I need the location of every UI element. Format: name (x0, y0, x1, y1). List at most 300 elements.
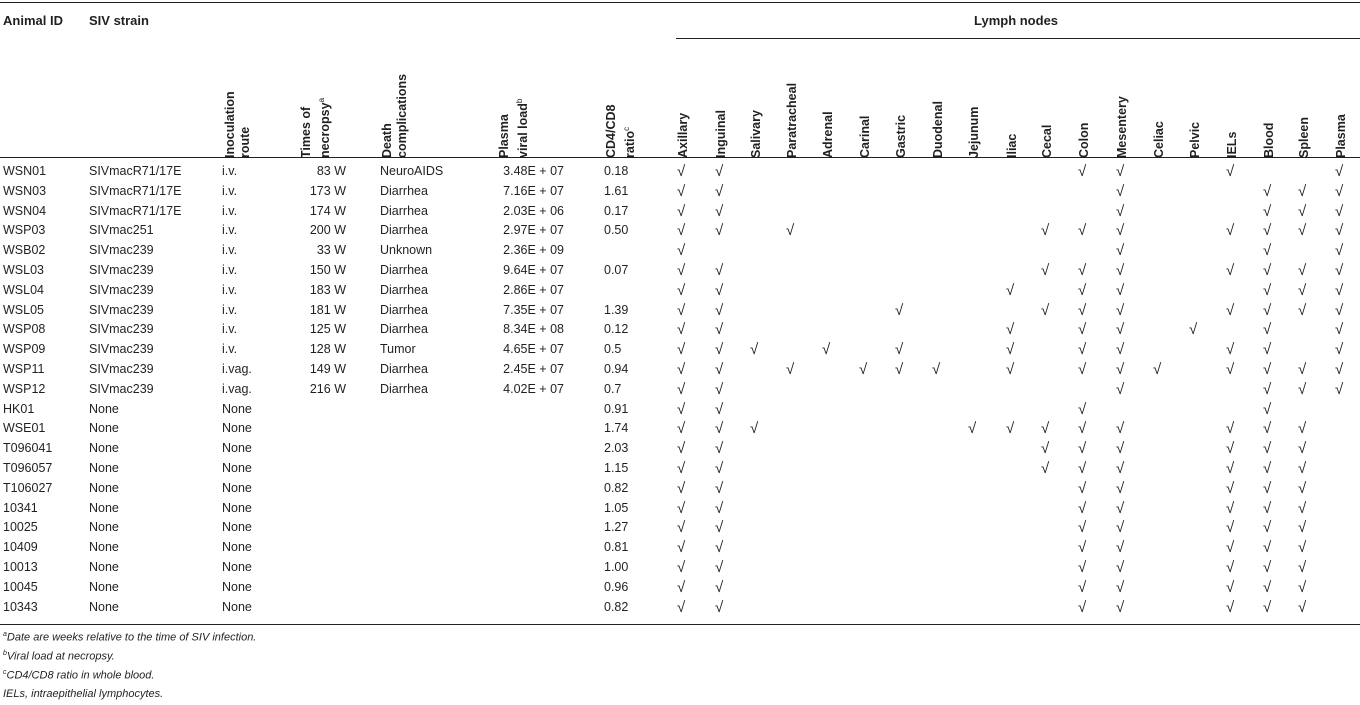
check-mark-iels: √ (1226, 499, 1235, 517)
table-row (0, 281, 1360, 301)
check-mark-blood: √ (1263, 539, 1272, 557)
cell-viral-load: 7.35E + 07 (503, 302, 564, 317)
cell-siv-strain: SIVmac251 (89, 223, 154, 238)
check-mark-spleen: √ (1298, 519, 1307, 537)
cell-route: i.v. (222, 302, 238, 317)
cell-death: Diarrhea (380, 381, 428, 396)
check-mark-spleen: √ (1298, 182, 1307, 200)
check-mark-mesentery: √ (1116, 519, 1125, 537)
cell-ratio: 0.5 (604, 342, 622, 357)
check-mark-blood: √ (1263, 182, 1272, 200)
cell-necropsy-time: 33 W (316, 243, 346, 258)
cell-ratio: 0.81 (604, 540, 629, 555)
cell-route: None (222, 480, 252, 495)
check-mark-plasma: √ (1335, 242, 1344, 260)
header-lymph-nodes: Lymph nodes (974, 13, 1059, 28)
cell-necropsy-time: 128 W (309, 342, 346, 357)
cell-viral-load: 4.02E + 07 (503, 381, 564, 396)
header-tissue-axillary: Axillary (676, 112, 690, 158)
cell-ratio: 0.18 (604, 164, 629, 178)
check-mark-inguinal: √ (715, 281, 724, 299)
check-mark-colon: √ (1078, 400, 1087, 418)
cell-death: Diarrhea (380, 322, 428, 337)
check-mark-iliac: √ (1006, 281, 1015, 299)
check-mark-colon: √ (1078, 222, 1087, 240)
table-top-rule (0, 2, 1360, 3)
check-mark-axillary: √ (677, 262, 686, 279)
check-mark-axillary: √ (677, 578, 686, 596)
check-mark-blood: √ (1263, 559, 1272, 576)
check-mark-iels: √ (1226, 222, 1235, 240)
check-mark-spleen: √ (1298, 420, 1307, 438)
table-row (0, 578, 1360, 598)
check-mark-colon: √ (1078, 361, 1087, 378)
cell-animal-id: WSL04 (3, 282, 44, 297)
table-row (0, 261, 1360, 281)
check-mark-paratracheal: √ (786, 361, 795, 378)
check-mark-cecal: √ (1041, 460, 1050, 477)
table-row (0, 162, 1360, 182)
check-mark-plasma: √ (1335, 182, 1344, 200)
cell-animal-id: 10343 (3, 599, 38, 614)
check-mark-blood: √ (1263, 578, 1272, 596)
check-mark-axillary: √ (677, 361, 686, 378)
check-mark-plasma: √ (1335, 262, 1344, 279)
footnote: $^a$Date are weeks relative to the time of SIV infection. (3, 631, 257, 644)
cell-animal-id: WSP09 (3, 342, 46, 357)
check-mark-iels: √ (1226, 361, 1235, 378)
cell-siv-strain: None (89, 579, 119, 594)
check-mark-colon: √ (1078, 262, 1087, 279)
check-mark-iels: √ (1226, 301, 1235, 319)
check-mark-cecal: √ (1041, 262, 1050, 279)
header-tissue-salivary: Salivary (749, 110, 763, 158)
cell-animal-id: 10341 (3, 500, 38, 515)
check-mark-spleen: √ (1298, 361, 1307, 378)
cell-route: i.v. (222, 183, 238, 198)
check-mark-iliac: √ (1006, 341, 1015, 359)
check-mark-inguinal: √ (715, 499, 724, 517)
check-mark-colon: √ (1078, 440, 1087, 458)
check-mark-adrenal: √ (822, 341, 831, 359)
header-tissue-colon: Colon (1077, 122, 1091, 158)
check-mark-plasma: √ (1335, 380, 1344, 398)
cell-death: Tumor (380, 342, 416, 357)
check-mark-inguinal: √ (715, 380, 724, 398)
check-mark-plasma: √ (1335, 361, 1344, 378)
cell-siv-strain: None (89, 599, 119, 614)
header-siv-strain: SIV strain (89, 13, 149, 28)
cell-viral-load: 2.36E + 09 (503, 243, 564, 258)
cell-animal-id: 10409 (3, 540, 38, 555)
cell-necropsy-time: 216 W (309, 381, 346, 396)
check-mark-iels: √ (1226, 341, 1235, 359)
check-mark-axillary: √ (677, 440, 686, 458)
table-row (0, 340, 1360, 360)
header-plasma-viral-load: Plasma viral load$^b$ (497, 98, 531, 158)
check-mark-spleen: √ (1298, 499, 1307, 517)
check-mark-inguinal: √ (715, 519, 724, 537)
check-mark-inguinal: √ (715, 539, 724, 557)
cell-animal-id: WSN03 (3, 183, 47, 198)
cell-viral-load: 2.97E + 07 (503, 223, 564, 238)
check-mark-blood: √ (1263, 321, 1272, 339)
check-mark-axillary: √ (677, 202, 686, 220)
check-mark-axillary: √ (677, 301, 686, 319)
check-mark-iels: √ (1226, 163, 1235, 180)
check-mark-iels: √ (1226, 460, 1235, 477)
check-mark-iels: √ (1226, 262, 1235, 279)
check-mark-inguinal: √ (715, 598, 724, 616)
cell-siv-strain: None (89, 560, 119, 574)
check-mark-blood: √ (1263, 222, 1272, 240)
table-bottom-rule (0, 624, 1360, 625)
check-mark-inguinal: √ (715, 460, 724, 477)
footnote: IELs, intraepithelial lymphocytes. (3, 688, 164, 700)
header-tissue-iels: IELs (1225, 131, 1239, 158)
check-mark-mesentery: √ (1116, 202, 1125, 220)
table-row (0, 459, 1360, 479)
check-mark-blood: √ (1263, 440, 1272, 458)
check-mark-inguinal: √ (715, 440, 724, 458)
cell-route: i.v. (222, 263, 238, 277)
table-row (0, 499, 1360, 519)
check-mark-iels: √ (1226, 420, 1235, 438)
cell-ratio: 1.39 (604, 302, 629, 317)
header-tissue-jejunum: Jejunum (967, 106, 981, 158)
cell-animal-id: WSN04 (3, 203, 47, 218)
header-tissue-celiac: Celiac (1152, 121, 1166, 158)
check-mark-colon: √ (1078, 281, 1087, 299)
check-mark-iels: √ (1226, 559, 1235, 576)
header-tissue-adrenal: Adrenal (821, 111, 835, 158)
check-mark-mesentery: √ (1116, 598, 1125, 616)
check-mark-colon: √ (1078, 163, 1087, 180)
cell-death: Diarrhea (380, 282, 428, 297)
check-mark-axillary: √ (677, 519, 686, 537)
cell-death: Diarrhea (380, 223, 428, 238)
header-death-complications: Death complications (380, 73, 409, 158)
cell-animal-id: 10025 (3, 520, 38, 535)
check-mark-gastric: √ (895, 341, 904, 359)
cell-route: i.v. (222, 223, 238, 238)
check-mark-inguinal: √ (715, 301, 724, 319)
cell-route: None (222, 421, 252, 436)
header-tissue-iliac: Iliac (1005, 133, 1019, 158)
check-mark-iels: √ (1226, 519, 1235, 537)
check-mark-spleen: √ (1298, 578, 1307, 596)
cell-ratio: 0.50 (604, 223, 629, 238)
table-row (0, 518, 1360, 538)
header-cd4-cd8-ratio: CD4/CD8 ratio$^c$ (604, 104, 638, 158)
check-mark-mesentery: √ (1116, 301, 1125, 319)
cell-animal-id: HK01 (3, 401, 35, 416)
check-mark-mesentery: √ (1116, 281, 1125, 299)
check-mark-inguinal: √ (715, 182, 724, 200)
check-mark-axillary: √ (677, 222, 686, 240)
cell-ratio: 1.61 (604, 183, 629, 198)
check-mark-plasma: √ (1335, 281, 1344, 299)
cell-animal-id: WSP03 (3, 223, 46, 238)
check-mark-blood: √ (1263, 202, 1272, 220)
cell-necropsy-time: 149 W (309, 362, 346, 376)
table-row (0, 360, 1360, 380)
cell-necropsy-time: 173 W (309, 183, 346, 198)
cell-death: Diarrhea (380, 362, 428, 376)
cell-viral-load: 8.34E + 08 (503, 322, 564, 337)
cell-route: None (222, 599, 252, 614)
header-animal-id: Animal ID (3, 13, 63, 28)
check-mark-colon: √ (1078, 420, 1087, 438)
cell-necropsy-time: 125 W (309, 322, 346, 337)
check-mark-inguinal: √ (715, 163, 724, 180)
cell-animal-id: WSN01 (3, 164, 47, 178)
check-mark-iliac: √ (1006, 361, 1015, 378)
cell-viral-load: 3.48E + 07 (503, 164, 564, 178)
check-mark-colon: √ (1078, 479, 1087, 497)
check-mark-mesentery: √ (1116, 380, 1125, 398)
check-mark-duodenal: √ (932, 361, 941, 378)
cell-ratio: 1.74 (604, 421, 629, 436)
cell-viral-load: 2.03E + 06 (503, 203, 564, 218)
check-mark-inguinal: √ (715, 361, 724, 378)
cell-death: Diarrhea (380, 263, 428, 277)
cell-ratio: 1.27 (604, 520, 629, 535)
cell-siv-strain: None (89, 480, 119, 495)
check-mark-cecal: √ (1041, 440, 1050, 458)
check-mark-axillary: √ (677, 539, 686, 557)
check-mark-cecal: √ (1041, 301, 1050, 319)
check-mark-blood: √ (1263, 281, 1272, 299)
check-mark-paratracheal: √ (786, 222, 795, 240)
check-mark-axillary: √ (677, 499, 686, 517)
check-mark-jejunum: √ (968, 420, 977, 438)
cell-ratio: 1.05 (604, 500, 629, 515)
table-row (0, 400, 1360, 420)
check-mark-mesentery: √ (1116, 479, 1125, 497)
check-mark-spleen: √ (1298, 281, 1307, 299)
cell-ratio: 0.82 (604, 480, 629, 495)
cell-animal-id: T096041 (3, 441, 53, 456)
cell-route: None (222, 500, 252, 515)
check-mark-inguinal: √ (715, 202, 724, 220)
check-mark-iels: √ (1226, 539, 1235, 557)
table-row (0, 241, 1360, 261)
check-mark-colon: √ (1078, 321, 1087, 339)
check-mark-inguinal: √ (715, 578, 724, 596)
check-mark-blood: √ (1263, 262, 1272, 279)
check-mark-mesentery: √ (1116, 578, 1125, 596)
cell-animal-id: WSP11 (3, 362, 45, 376)
check-mark-gastric: √ (895, 301, 904, 319)
cell-route: None (222, 401, 252, 416)
cell-necropsy-time: 200 W (309, 223, 346, 238)
check-mark-spleen: √ (1298, 598, 1307, 616)
cell-siv-strain: SIVmacR71/17E (89, 183, 182, 198)
check-mark-blood: √ (1263, 420, 1272, 438)
cell-ratio: 0.96 (604, 579, 629, 594)
cell-necropsy-time: 83 W (316, 164, 346, 178)
lymph-nodes-rule (676, 38, 1360, 39)
check-mark-mesentery: √ (1116, 460, 1125, 477)
check-mark-axillary: √ (677, 598, 686, 616)
cell-route: i.v. (222, 203, 238, 218)
check-mark-axillary: √ (677, 400, 686, 418)
check-mark-gastric: √ (895, 361, 904, 378)
check-mark-cecal: √ (1041, 420, 1050, 438)
cell-route: i.v. (222, 322, 238, 337)
check-mark-mesentery: √ (1116, 321, 1125, 339)
header-tissue-duodenal: Duodenal (931, 101, 945, 158)
cell-siv-strain: None (89, 441, 119, 456)
check-mark-spleen: √ (1298, 559, 1307, 576)
table-row (0, 182, 1360, 202)
check-mark-iels: √ (1226, 440, 1235, 458)
cell-ratio: 0.12 (604, 322, 629, 337)
check-mark-axillary: √ (677, 380, 686, 398)
check-mark-inguinal: √ (715, 321, 724, 339)
header-tissue-inguinal: Inguinal (714, 110, 728, 158)
table-row (0, 598, 1360, 618)
check-mark-spleen: √ (1298, 440, 1307, 458)
cell-viral-load: 7.16E + 07 (503, 183, 564, 198)
check-mark-colon: √ (1078, 460, 1087, 477)
cell-ratio: 0.07 (604, 263, 629, 277)
cell-ratio: 0.94 (604, 362, 629, 376)
cell-necropsy-time: 174 W (309, 203, 346, 218)
check-mark-axillary: √ (677, 341, 686, 359)
table-row (0, 439, 1360, 459)
check-mark-colon: √ (1078, 578, 1087, 596)
cell-death: Unknown (380, 243, 433, 258)
check-mark-spleen: √ (1298, 460, 1307, 477)
cell-siv-strain: SIVmac239 (89, 362, 154, 376)
cell-animal-id: WSL05 (3, 302, 44, 317)
check-mark-colon: √ (1078, 301, 1087, 319)
header-tissue-pelvic: Pelvic (1188, 121, 1202, 158)
check-mark-mesentery: √ (1116, 499, 1125, 517)
check-mark-axillary: √ (677, 242, 686, 260)
cell-siv-strain: SIVmac239 (89, 322, 154, 337)
check-mark-mesentery: √ (1116, 163, 1125, 180)
cell-route: i.vag. (222, 381, 252, 396)
check-mark-blood: √ (1263, 519, 1272, 537)
cell-siv-strain: None (89, 500, 119, 515)
cell-siv-strain: SIVmac239 (89, 243, 154, 258)
check-mark-colon: √ (1078, 539, 1087, 557)
cell-siv-strain: SIVmac239 (89, 302, 154, 317)
cell-siv-strain: None (89, 520, 119, 535)
check-mark-mesentery: √ (1116, 361, 1125, 378)
cell-necropsy-time: 181 W (309, 302, 346, 317)
cell-viral-load: 2.86E + 07 (503, 282, 564, 297)
check-mark-plasma: √ (1335, 163, 1344, 180)
cell-viral-load: 4.65E + 07 (503, 342, 564, 357)
footnote: $^c$CD4/CD8 ratio in whole blood. (3, 669, 155, 682)
cell-route: None (222, 441, 252, 456)
check-mark-spleen: √ (1298, 479, 1307, 497)
cell-route: i.v. (222, 342, 238, 357)
table-row (0, 419, 1360, 439)
cell-route: None (222, 579, 252, 594)
check-mark-cecal: √ (1041, 222, 1050, 240)
header-tissue-plasma: Plasma (1334, 114, 1348, 158)
cell-route: i.v. (222, 164, 238, 178)
cell-animal-id: WSB02 (3, 243, 46, 258)
check-mark-iliac: √ (1006, 321, 1015, 339)
check-mark-blood: √ (1263, 301, 1272, 319)
cell-animal-id: WSL03 (3, 263, 44, 277)
cell-ratio: 1.00 (604, 560, 629, 574)
check-mark-colon: √ (1078, 519, 1087, 537)
check-mark-spleen: √ (1298, 262, 1307, 279)
cell-siv-strain: None (89, 401, 119, 416)
cell-necropsy-time: 150 W (309, 263, 346, 277)
check-mark-salivary: √ (750, 420, 759, 438)
check-mark-axillary: √ (677, 163, 686, 180)
cell-siv-strain: None (89, 540, 119, 555)
check-mark-spleen: √ (1298, 222, 1307, 240)
footnote: $^b$Viral load at necropsy. (3, 650, 115, 663)
cell-viral-load: 9.64E + 07 (503, 263, 564, 277)
check-mark-plasma: √ (1335, 321, 1344, 339)
header-tissue-mesentery: Mesentery (1115, 96, 1129, 158)
check-mark-axillary: √ (677, 281, 686, 299)
cell-viral-load: 2.45E + 07 (503, 362, 564, 376)
table-row (0, 558, 1360, 578)
check-mark-plasma: √ (1335, 202, 1344, 220)
check-mark-plasma: √ (1335, 341, 1344, 359)
check-mark-inguinal: √ (715, 222, 724, 240)
table-row (0, 320, 1360, 340)
cell-death: Diarrhea (380, 302, 428, 317)
check-mark-plasma: √ (1335, 222, 1344, 240)
cell-animal-id: T106027 (3, 480, 53, 495)
cell-ratio: 0.82 (604, 599, 629, 614)
table-row (0, 380, 1360, 400)
cell-route: None (222, 520, 252, 535)
check-mark-blood: √ (1263, 380, 1272, 398)
cell-siv-strain: SIVmacR71/17E (89, 203, 182, 218)
check-mark-colon: √ (1078, 598, 1087, 616)
check-mark-blood: √ (1263, 479, 1272, 497)
cell-siv-strain: None (89, 461, 119, 475)
cell-siv-strain: SIVmac239 (89, 282, 154, 297)
cell-death: Diarrhea (380, 183, 428, 198)
cell-animal-id: WSP12 (3, 381, 46, 396)
check-mark-iliac: √ (1006, 420, 1015, 438)
check-mark-axillary: √ (677, 559, 686, 576)
cell-siv-strain: SIVmac239 (89, 263, 154, 277)
check-mark-blood: √ (1263, 499, 1272, 517)
cell-ratio: 0.7 (604, 381, 622, 396)
cell-ratio: 0.17 (604, 203, 629, 218)
cell-death: NeuroAIDS (380, 164, 444, 178)
check-mark-colon: √ (1078, 341, 1087, 359)
check-mark-inguinal: √ (715, 479, 724, 497)
check-mark-iels: √ (1226, 598, 1235, 616)
cell-animal-id: T096057 (3, 461, 53, 475)
check-mark-axillary: √ (677, 479, 686, 497)
check-mark-mesentery: √ (1116, 539, 1125, 557)
check-mark-axillary: √ (677, 460, 686, 477)
cell-siv-strain: SIVmac239 (89, 381, 154, 396)
header-tissue-blood: Blood (1262, 122, 1276, 158)
cell-route: i.vag. (222, 362, 252, 376)
header-tissue-gastric: Gastric (894, 114, 908, 158)
check-mark-axillary: √ (677, 321, 686, 339)
cell-animal-id: WSP08 (3, 322, 46, 337)
